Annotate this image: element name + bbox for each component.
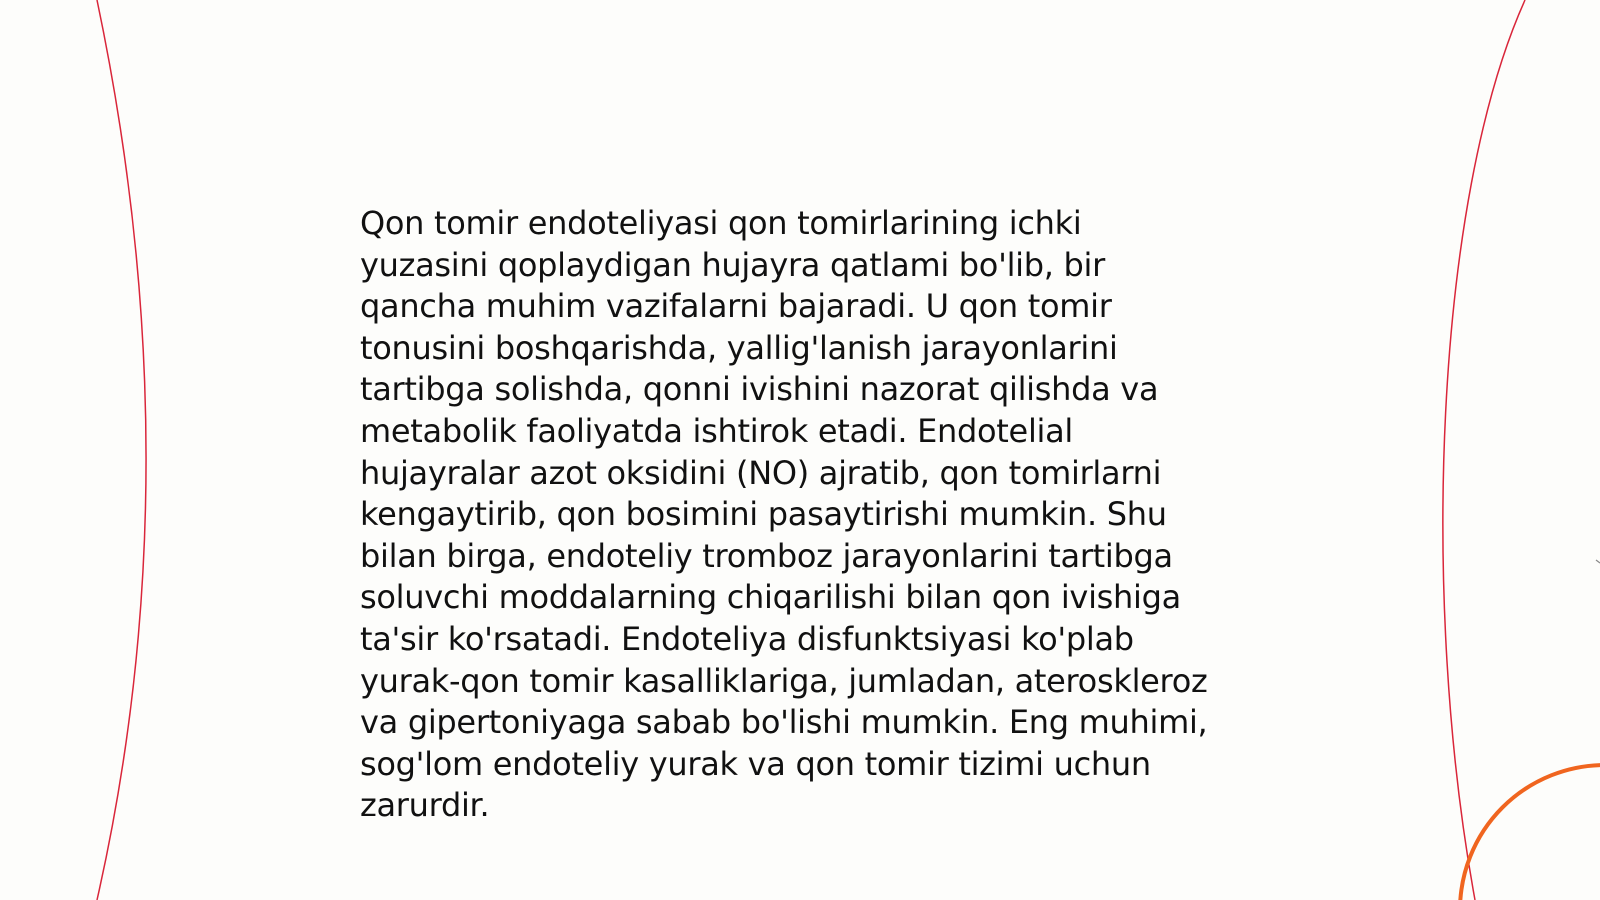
- slide-body-text: Qon tomir endoteliyasi qon tomirlarining ichki yuzasini qoplaydigan hujayra qatlami bo'lib, bir qancha muhim vazifalarni bajaradi. U qon tomir tonusini boshqarishda, yallig'lanish jarayonlarini tartibga solishda, qonni ivishini nazorat qilishda va metabolik faoliyatda ishtirok etadi. Endotelial hujayralar azot oksidini (NO) ajratib, qon tomirlarni kengaytirib, qon bosimini pasaytirishi mumkin. Shu bilan birga, endoteliy tromboz jarayonlarini tartibga soluvchi moddalarning chiqarilishi bilan qon ivishiga ta'sir ko'rsatadi. Endoteliya disfunktsiyasi ko'plab yurak-qon tomir kasalliklariga, jumladan, ateroskleroz va gipertoniyaga sabab bo'lishi mumkin. Eng muhimi, sog'lom endoteliy yurak va qon tomir tizimi uchun zarurdir.: [360, 204, 1208, 825]
- right-edge-tick: [1596, 560, 1600, 563]
- bottom-right-orange-circle: [1460, 765, 1600, 900]
- left-arc-line: [97, 0, 146, 900]
- right-arc-line: [1443, 0, 1525, 900]
